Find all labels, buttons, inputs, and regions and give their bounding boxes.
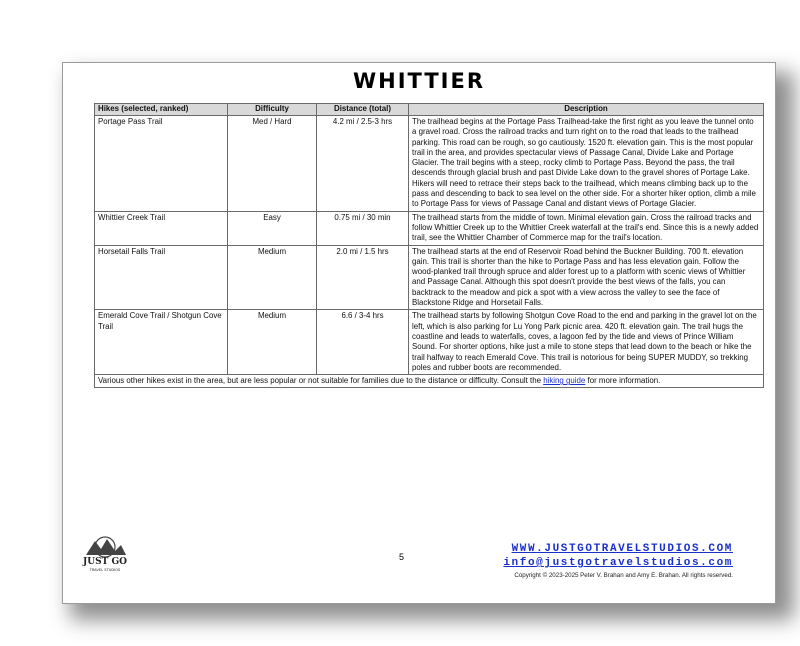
email-link[interactable]: info@justgotravelstudios.com xyxy=(503,557,733,569)
table-row xyxy=(95,310,764,375)
note-cell xyxy=(95,375,764,388)
header-description: Description xyxy=(409,104,764,116)
header-difficulty: Difficulty xyxy=(228,104,317,116)
hike-name: Horsetail Falls Trail xyxy=(95,245,228,310)
header-hikes: Hikes (selected, ranked) xyxy=(95,104,228,116)
table-header-row xyxy=(95,104,764,116)
header-distance: Distance (total) xyxy=(317,104,409,116)
page-number: 5 xyxy=(399,552,405,562)
hike-distance: 2.0 mi / 1.5 hrs xyxy=(317,245,409,310)
copyright-text: Copyright © 2023-2025 Peter V. Brahan and Amy E. Brahan. All rights reserved. xyxy=(514,572,733,579)
hike-name: Whittier Creek Trail xyxy=(95,211,228,245)
document-page xyxy=(62,62,776,604)
note-row xyxy=(95,375,764,388)
hike-description: The trailhead begins at the Portage Pass Trailhead-take the first right as you leave the tunnel onto a gravel road. Cross the railroad tracks and turn right on to the road that leads to the trailhead parking. This road can be rough, so go cautiously. 1520 ft. elevation gain. This is the most popular trail in the area, and provides spectacular views of Passage Canal, Divide Lake and Portage Glacier. The trail begins with a steep, rocky climb to Portage Pass. Beyond the pass, the trail descends through glacial brush and past Divide Lake down to the gravel shores of Portage Lake. Hikers will need to retrace their steps back to the trailhead, which means climbing back up to the pass and descending to back to sea level on the other side. For a shorter hiker option, climb a mile to Portage Pass for views of Passage Canal and distant views of Portage Glacier. xyxy=(409,116,764,212)
note-text-after: for more information. xyxy=(585,376,661,386)
note-text-before: Various other hikes exist in the area, but are less popular or not suitable for families due to the distance or difficulty. Consult the xyxy=(98,376,544,386)
hike-name: Portage Pass Trail xyxy=(95,116,228,212)
hike-description: The trailhead starts by following Shotgun Cove Road to the end and parking in the gravel lot on the left, which is also parking for Lu Yong Park picnic area. 420 ft. elevation gain. The trail hugs the coastline and leads to waterfalls, coves, a lagoon fed by the tide and views of Prince William Sound. For shorter options, hike just a mile to stone steps that lead down to the beach or hike the trail halfway to reach Emerald Cove. This trail is notorious for being SUPER MUDDY, so trekking poles and rubber boots are recommended. xyxy=(409,310,764,375)
just-go-logo xyxy=(81,533,129,573)
logo-subtext: TRAVEL STUDIOS xyxy=(89,568,121,572)
table-row xyxy=(95,245,764,310)
hike-description: The trailhead starts at the end of Reservoir Road behind the Buckner Building. 700 ft. elevation gain. This trail is shorter than the hike to Portage Pass and has less elevation gain. Follow the wood-planked trail through spruce and alder forest up to a platform with scenic views of Whittier and Passage Canal. Although this spot doesn't provide the best views of the falls, you can backtrack to the meadow and pick a spot with a view across the valley to see the face of Blackstone Ridge and Horsetail Falls. xyxy=(409,245,764,310)
logo-text: JUST GO xyxy=(83,557,127,567)
page-title: WHITTIER xyxy=(352,69,485,93)
hike-difficulty: Med / Hard xyxy=(228,116,317,212)
mountain-icon xyxy=(86,539,126,555)
hike-difficulty: Easy xyxy=(228,211,317,245)
hike-difficulty: Medium xyxy=(228,245,317,310)
hike-distance: 0.75 mi / 30 min xyxy=(317,211,409,245)
hike-difficulty: Medium xyxy=(228,310,317,375)
hiking-guide-link[interactable]: hiking guide xyxy=(543,376,586,386)
hikes-table xyxy=(94,103,764,388)
table-row xyxy=(95,211,764,245)
table-row xyxy=(95,116,764,212)
hike-description: The trailhead starts from the middle of town. Minimal elevation gain. Cross the railroad tracks and follow Whittier Creek up to the Whittier Creek waterfall at the trail's end. Since this is a newly added trail, see the Whittier Chamber of Commerce map for the trail's location. xyxy=(409,211,764,245)
footer-contact xyxy=(503,542,733,579)
website-link[interactable]: WWW.JUSTGOTRAVELSTUDIOS.COM xyxy=(511,543,733,555)
hike-distance: 6.6 / 3-4 hrs xyxy=(317,310,409,375)
hike-name: Emerald Cove Trail / Shotgun Cove Trail xyxy=(95,310,228,375)
hike-distance: 4.2 mi / 2.5-3 hrs xyxy=(317,116,409,212)
